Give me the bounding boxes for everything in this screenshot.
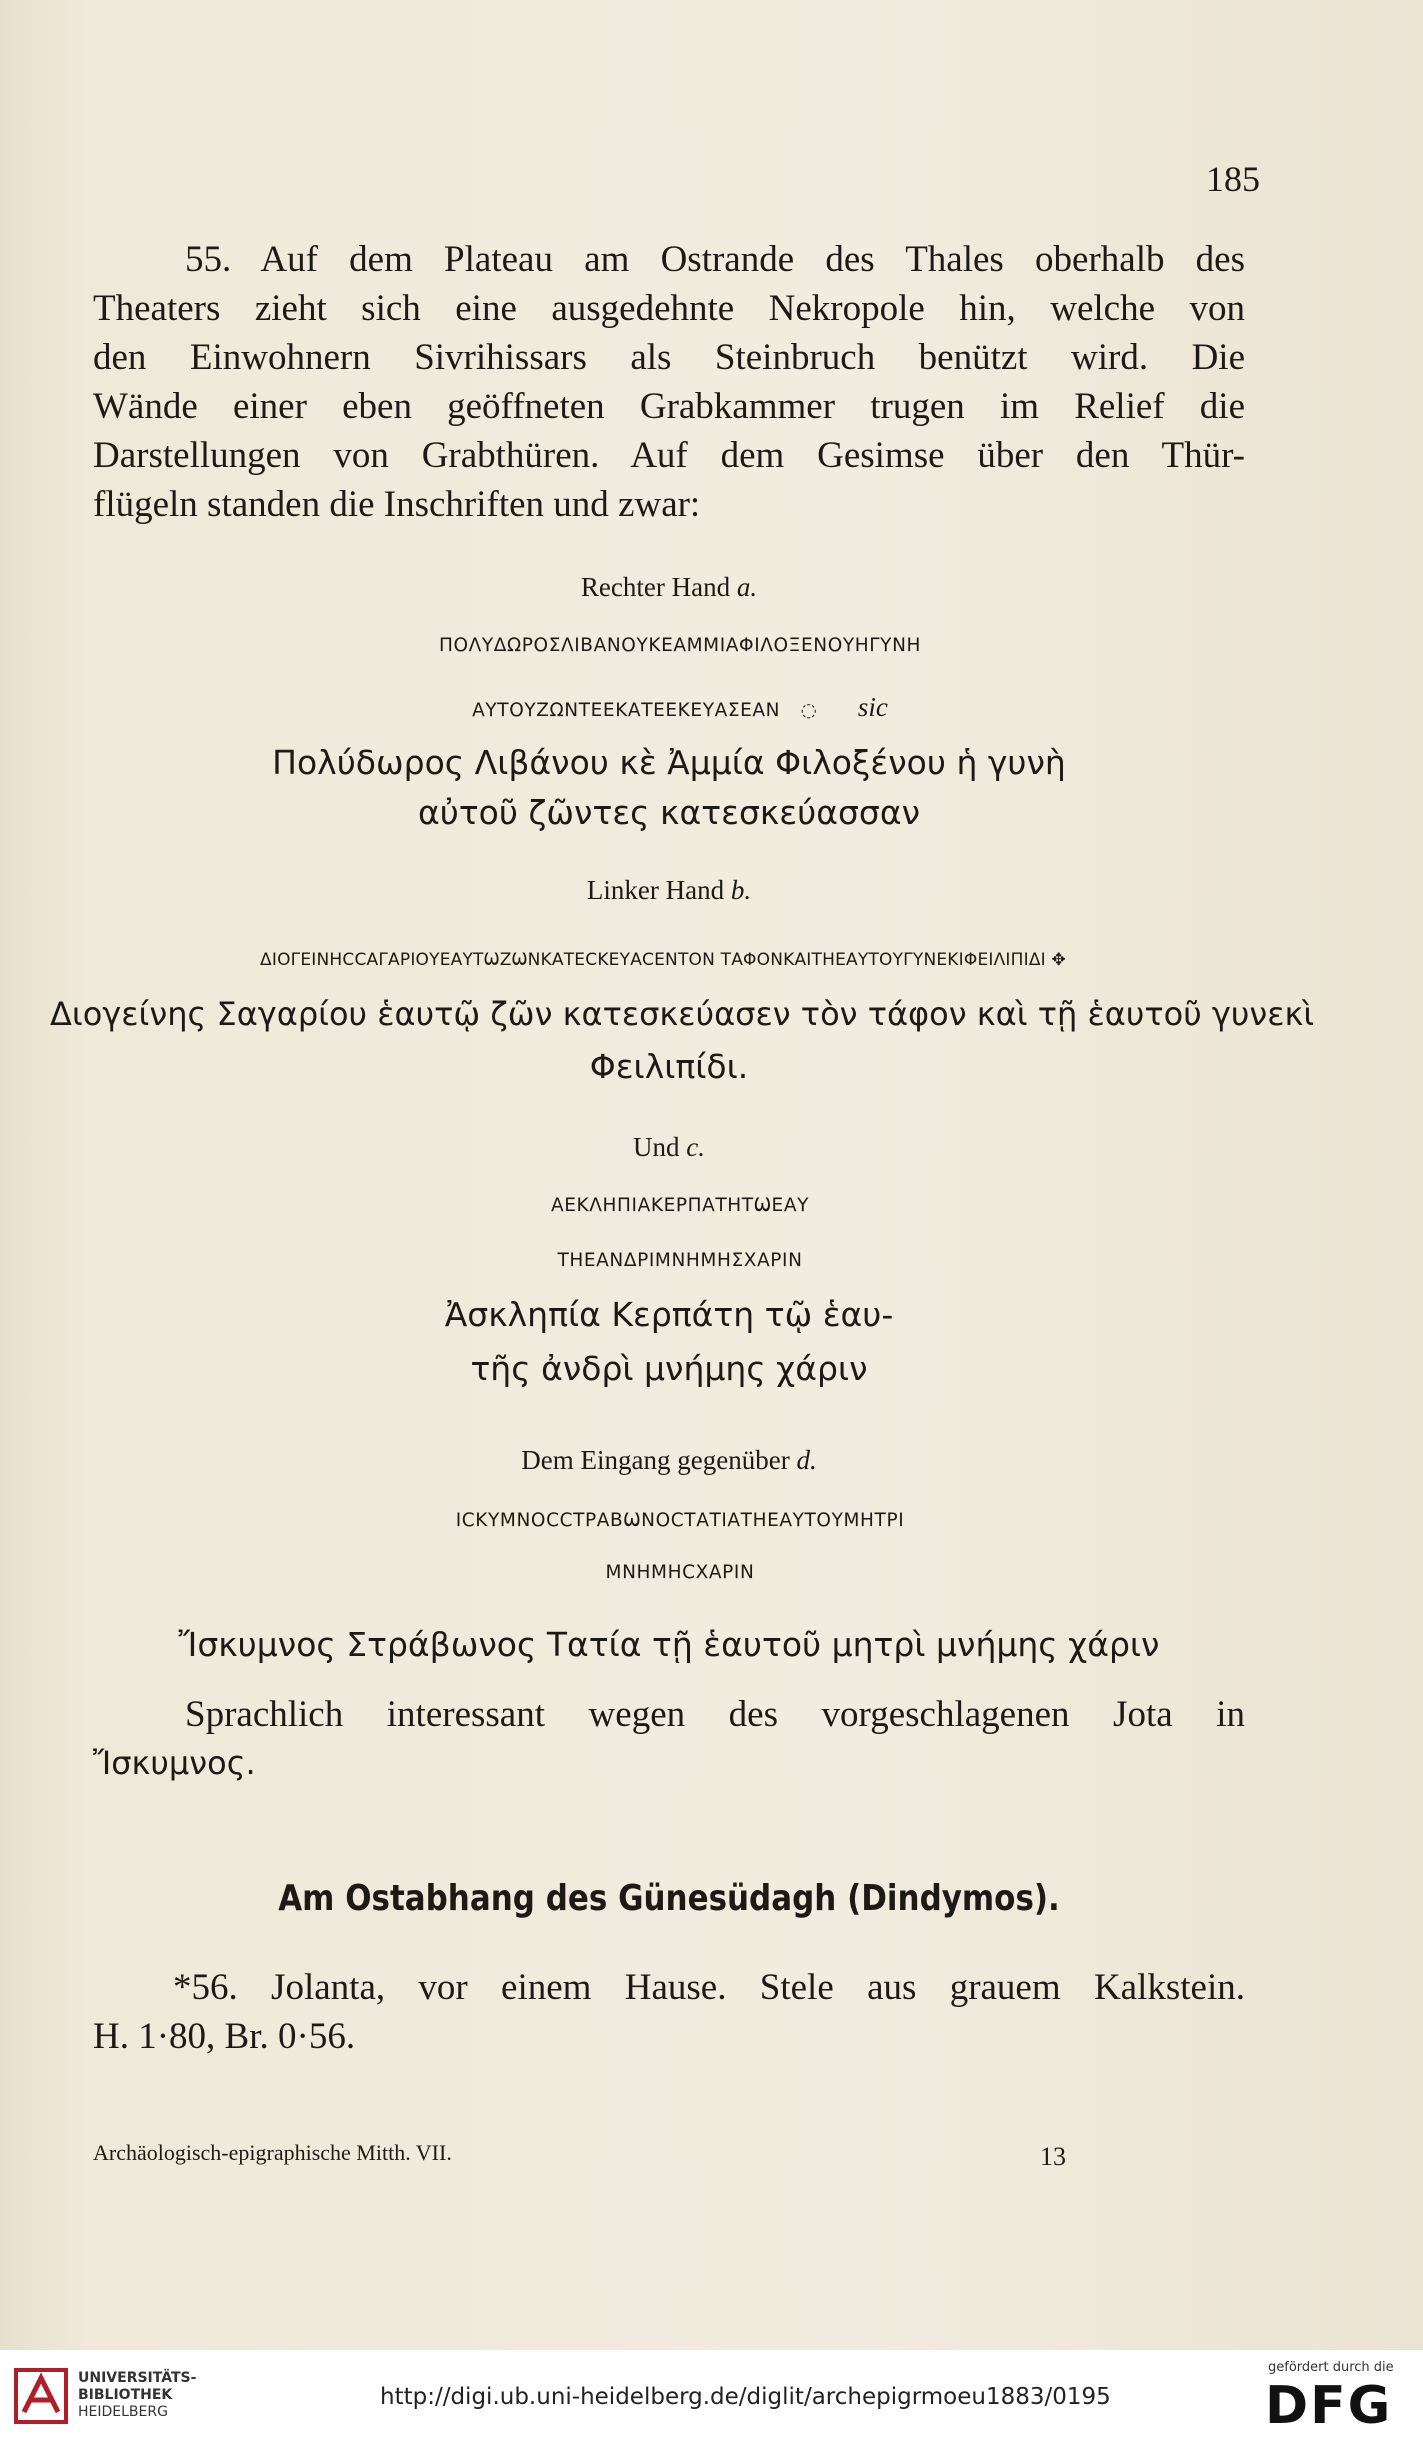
inscription-line: ΤΗΕΑΝΔΡΙΜΝΗΜΗΣΧΑΡΙΝ: [557, 1250, 803, 1271]
text-line: Wände einer eben geöffneten Grabkammer trugen im Relief die: [93, 386, 1245, 427]
library-logo-icon: [14, 2368, 68, 2424]
text-line: den Einwohnern Sivrihissars als Steinbruch benützt wird. Die: [93, 337, 1245, 378]
text-line: H. 1·80, Br. 0·56.: [93, 2016, 356, 2057]
funder-caption: gefördert durch die: [1268, 2360, 1394, 2375]
transcription-line: Φειλιπίδι.: [589, 1047, 749, 1086]
text-line: Sprachlich interessant wegen des vorgeschlagenen Jota in: [185, 1694, 1245, 1735]
sheet-signature: 13: [1040, 2142, 1066, 2171]
library-name: [78, 2370, 196, 2421]
library-name-line: BIBLIOTHEK: [78, 2387, 173, 2403]
text-line: Theaters zieht sich eine ausgedehnte Nekropole hin, welche von: [93, 288, 1245, 329]
text-line: Ἴσκυμνος.: [93, 1744, 256, 1782]
text-line: 55. Auf dem Plateau am Ostrande des Thales oberhalb des: [185, 239, 1245, 280]
inscription-line: ΜΝΗΜΗϹΧΑΡΙΝ: [605, 1562, 755, 1583]
text-line: *56. Jolanta, vor einem Hause. Stele aus grauem Kalkstein.: [173, 1967, 1245, 2008]
linguistic-note: [93, 1690, 1245, 1788]
section-c-label: Und: [633, 1132, 680, 1162]
transcription-line: τῆς ἀνδρὶ μνήμης χάριν: [470, 1349, 868, 1388]
section-heading: Am Ostabhang des Günesüdagh (Dindymos).: [278, 1878, 1060, 1919]
section-b-letter: b.: [730, 875, 752, 905]
text-line: Darstellungen von Grabthüren. Auf dem Gesimse über den Thür-: [93, 435, 1245, 476]
sic-note: sic: [857, 692, 888, 722]
section-b-label: Linker Hand: [586, 875, 725, 905]
section-d-label: Dem Eingang gegenüber: [521, 1445, 790, 1475]
transcription-line: αὐτοῦ ζῶντες κατεσκεύασσαν: [417, 793, 921, 832]
section-a-letter: a.: [736, 572, 758, 602]
section-d-letter: d.: [796, 1445, 817, 1475]
inscription-line: [8, 950, 1318, 970]
transcription-line: Διογείνης Σαγαρίου ἑαυτῷ ζῶν κατεσκεύασεν τὸν τάφον καὶ τῇ ἑαυτοῦ γυνεκὶ: [50, 995, 1315, 1033]
section-d-caption: [93, 1443, 1245, 1477]
inscription-line: ΑΕΚΛΗΠΙΑΚΕΡΠΑΤΗΤѠΕΑΥ: [550, 1195, 810, 1216]
transcription-line: Πολύδωρος Λιβάνου κὲ Ἀμμία Φιλοξένου ἡ γυνὴ: [272, 743, 1066, 782]
inscription-line: [60, 692, 1300, 723]
text-line: flügeln standen die Inschriften und zwar:: [93, 484, 701, 525]
section-c-letter: c.: [686, 1132, 705, 1162]
paragraph-56: [93, 1963, 1245, 2061]
section-c-caption: [93, 1130, 1245, 1164]
page-number: 185: [1206, 159, 1260, 199]
section-a-label: Rechter Hand: [580, 572, 731, 602]
inscription-line: ΙϹΚΥΜΝΟϹϹΤΡΑΒѠΝΟϹΤΑΤΙΑΤΗΕΑΥΤΟΥΜΗΤΡΙ: [455, 1510, 905, 1531]
ornament-icon: ✥: [1051, 950, 1066, 970]
inscription-text: ΑΥΤΟΥΖΩΝΤΕΕΚΑΤΕΕΚΕΥΑΣΕΑΝ: [472, 700, 781, 721]
library-name-line: UNIVERSITÄTS-: [78, 2370, 197, 2386]
inscription-text: ΔΙΟΓΕΙΝΗϹϹΑΓΑΡΙΟΥΕΑΥΤѠΖѠΝΚΑΤΕϹΚΕΥΑϹΕΝΤΟΝ ΤΑΦΟΝΚΑΙΤΗΕΑΥΤΟΥΓΥΝΕΚΙΦΕΙΛΙΠΙΔΙ: [260, 950, 1046, 970]
permalink-url[interactable]: http://digi.ub.uni-heidelberg.de/diglit/archepigrmoeu1883/0195: [380, 2384, 1111, 2410]
section-b-caption: [93, 873, 1245, 907]
dfg-logo: DFG: [1265, 2376, 1393, 2436]
viewer-footer: [0, 2350, 1423, 2440]
paragraph-55: [93, 235, 1245, 529]
section-a-caption: [93, 570, 1245, 604]
transcription-line: Ἴσκυμνος Στράβωνος Τατία τῇ ἑαυτοῦ μητρὶ μνήμης χάριν: [178, 1625, 1160, 1664]
inscription-line: ΠΟΛΥΔΩΡΟΣΛΙΒΑΝΟΥΚΕΑΜΜΙΑΦΙΛΟΞΕΝΟΥΗΓΥΝΗ: [438, 635, 922, 656]
library-name-line: HEIDELBERG: [78, 2404, 168, 2420]
transcription-line: Ἀσκληπία Κερπάτη τῷ ἑαυ-: [444, 1295, 894, 1334]
journal-footer: Archäologisch-epigraphische Mitth. VII.: [93, 2140, 452, 2165]
ornament-icon: ◌: [800, 700, 818, 721]
